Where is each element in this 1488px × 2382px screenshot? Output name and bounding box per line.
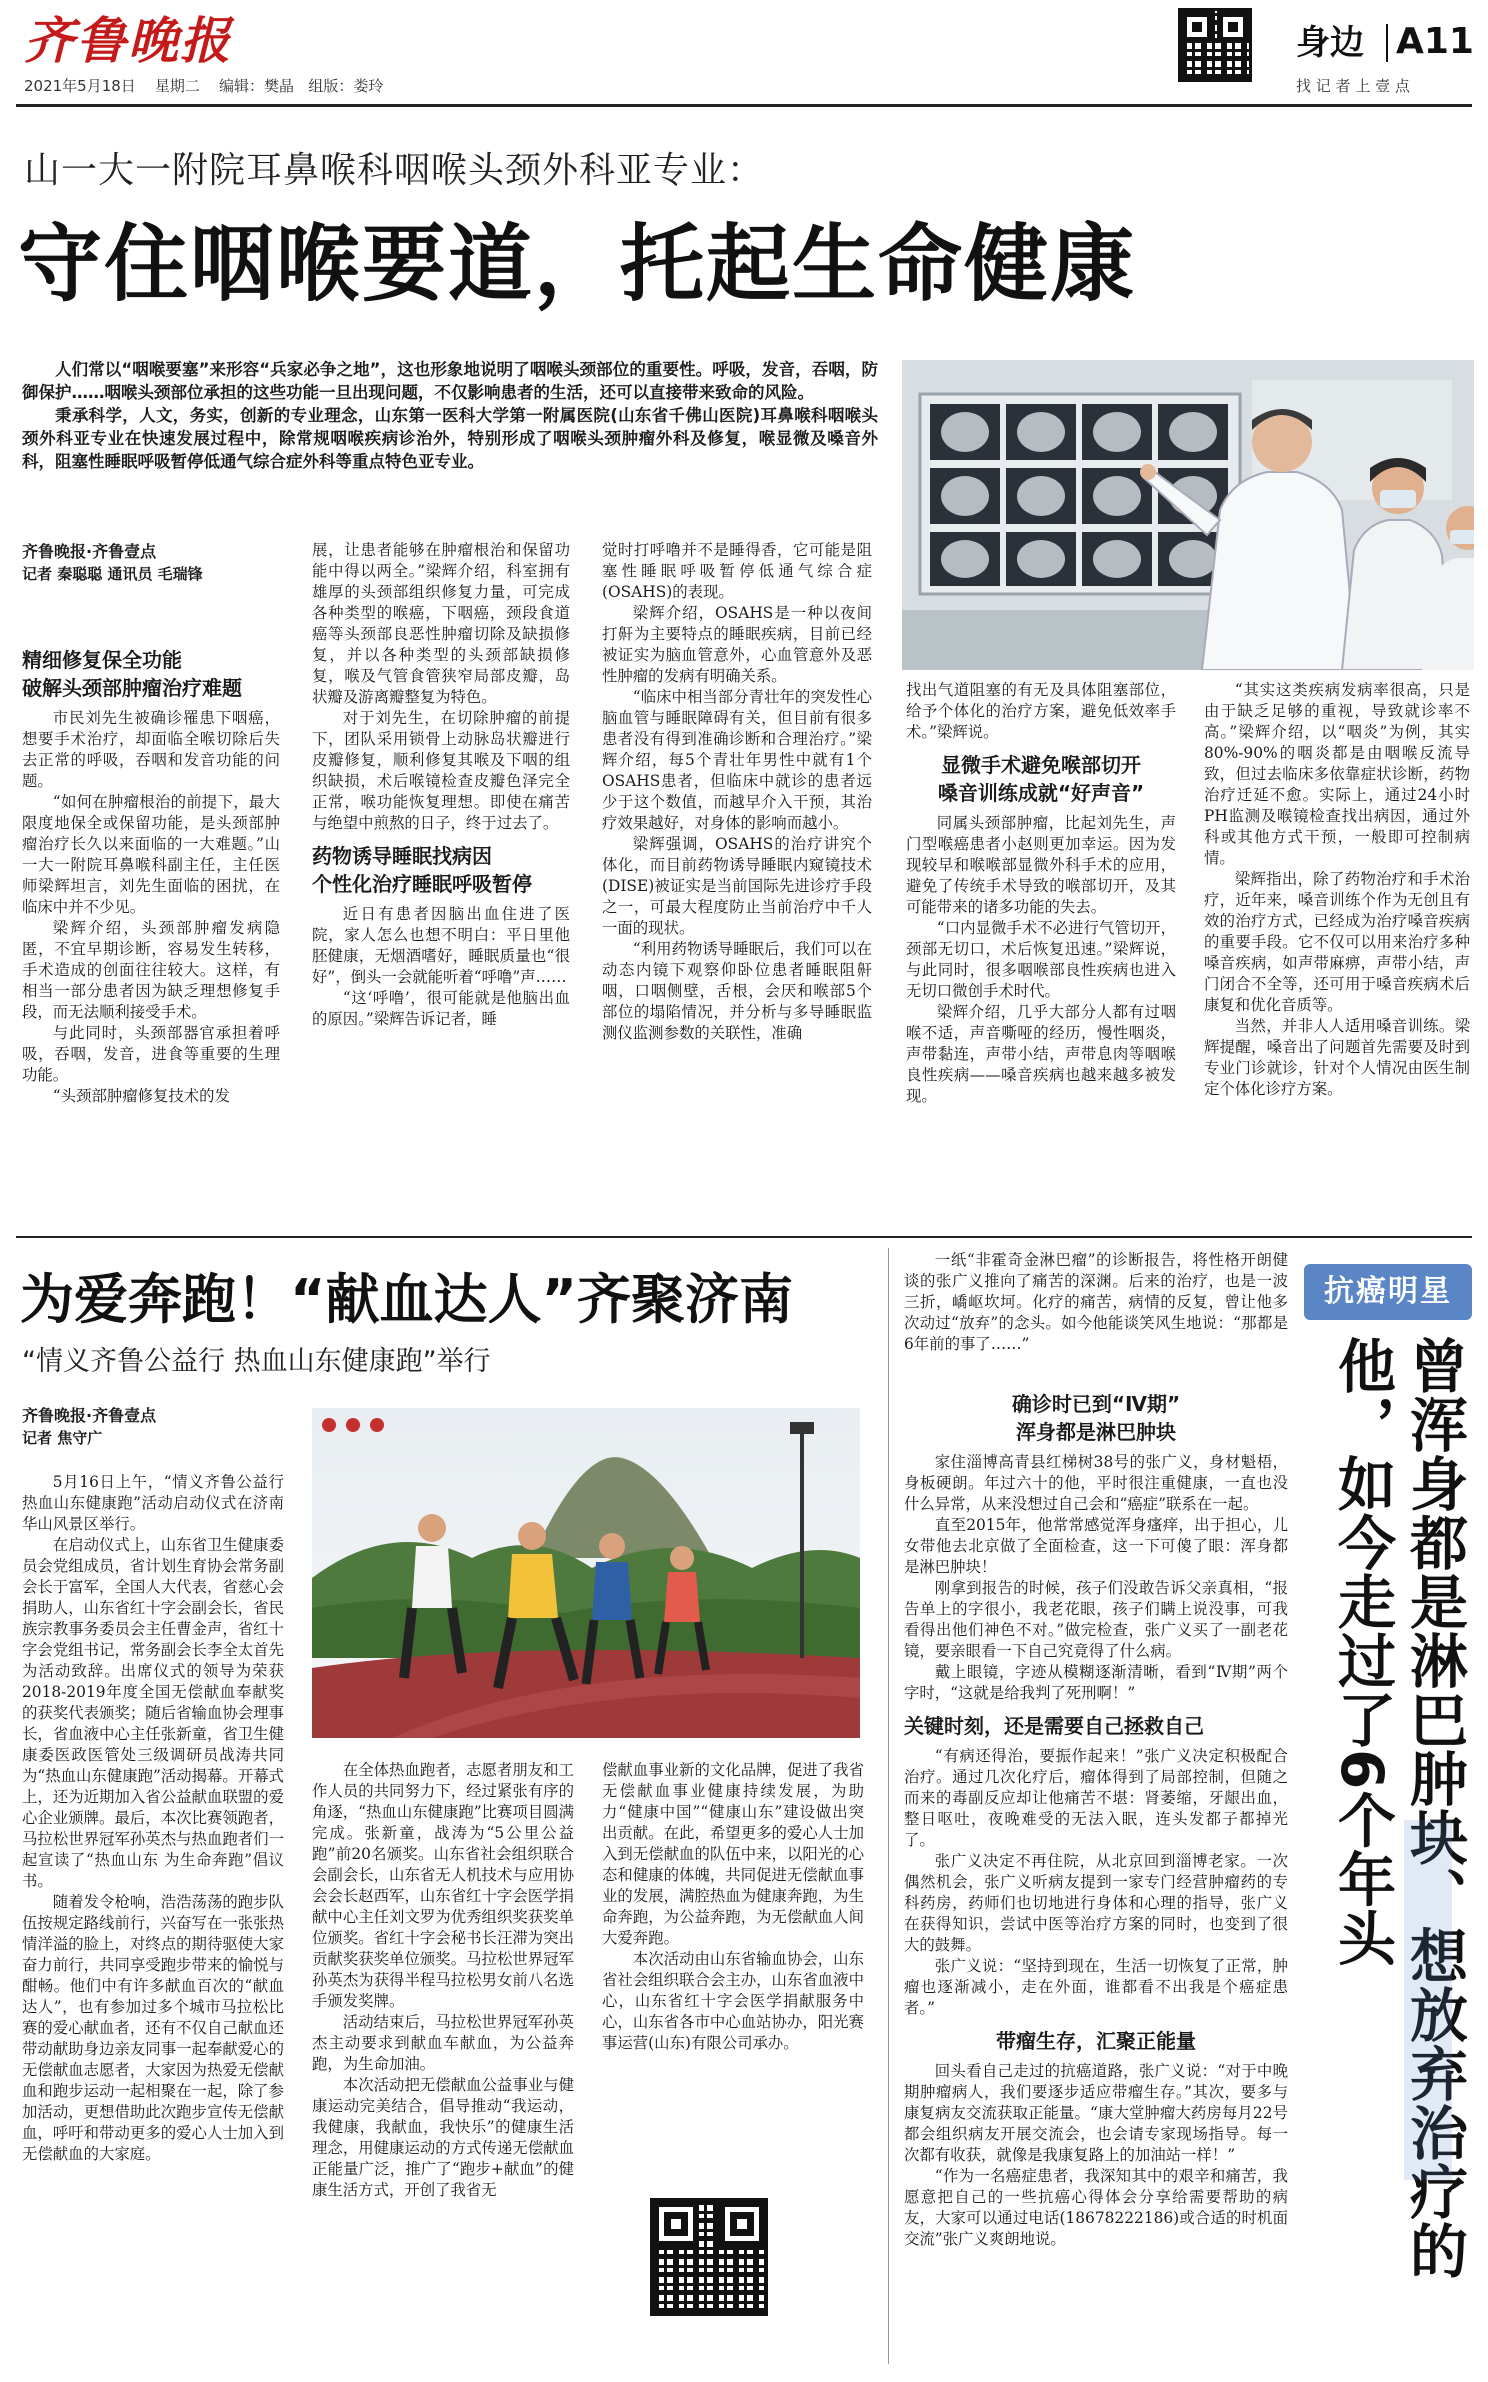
story3-column-tag [1304, 1264, 1472, 1320]
masthead-rule [16, 104, 1472, 107]
story3-para-1: 家住淄博高青县红梯树38号的张广义，身材魁梧，身板硬朗。年过六十的他，平时很注重健康，一直也没什么异常，从来没想过自己会和“癌症”联系在一起。 [904, 1453, 1288, 1513]
story2-col1-para-2: 在启动仪式上，山东省卫生健康委员会党组成员，省计划生育协会常务副会长于富军，全国人大代表，省慈心会捐助人，山东省红十字会副会长，省民族宗教事务委员会主任曹金声，省红十字会党组书记，常务副会长李全太首先为活动致辞。出席仪式的领导为荣获2018-2019年度全国无偿献血奉献奖的获奖代表颁奖；随后省输血协会理事长，省血液中心主任张新童，省卫生健康委医政医管处三级调研员战涛共同为“热血山东健康跑”活动揭幕。开幕式上，还为近期加入省公益献血联盟的爱心企业颁牌。最后，本次比赛领跑者，马拉松世界冠军孙英杰与热血跑者们一起宣读了“热血山东 为生命奔跑”倡议书。 [22, 1536, 284, 1890]
story3-para-3: 刚拿到报告的时候，孩子们没敢告诉父亲真相，“报告单上的字很小，我老花眼，孩子们瞒上说没事，可我看得出他们神色不对。”做完检查，张广义买了一副老花镜，要亲眼看一下自己究竟得了什么病。 [904, 1579, 1288, 1660]
story1-lead-para-2: 秉承科学，人文，务实，创新的专业理念，山东第一医科大学第一附属医院(山东省千佛山医院)耳鼻喉科咽喉头颈外科亚专业在快速发展过程中，除常规咽喉疾病诊治外，特别形成了咽喉头颈肿瘤外科及修复，喉显微及嗓音外科，阻塞性睡眠呼吸暂停低通气综合症外科等重点特色亚专业。 [22, 406, 878, 471]
story1-col3-para-2: 梁辉介绍，OSAHS是一种以夜间打鼾为主要特点的睡眠疾病，目前已经被证实为脑血管意外，心血管意外及恶性肿瘤的发病有明确关系。 [602, 604, 872, 685]
story2-qr-code [650, 2198, 768, 2316]
newspaper-logo: 齐鲁晚报 [24, 11, 232, 70]
story1-column-5 [1204, 680, 1470, 1100]
masthead-info [24, 76, 383, 96]
masthead-qr-code [1178, 8, 1252, 82]
story1-lead [22, 358, 878, 473]
story3-subhead-1: 确诊时已到“Ⅳ期” 浑身都是淋巴肿块 [1011, 1392, 1181, 1444]
story1-col3-para-1: 觉时打呼噜并不是睡得香，它可能是阻塞性睡眠呼吸暂停低通气综合症(OSAHS)的表现。 [602, 541, 872, 601]
story2-col2-para-2: 活动结束后，马拉松世界冠军孙英杰主动要求到献血车献血，为公益奔跑，为生命加油。 [312, 2013, 574, 2073]
story1-column-1 [22, 646, 280, 1107]
story1-col1-para-3: 梁辉介绍，头颈部肿瘤发病隐匿，不宜早期诊断，容易发生转移，手术造成的创面往往较大。这样，有相当一部分患者因为缺乏理想修复手段，而无法顺利接受手术。 [22, 919, 280, 1021]
story3-headline: 曾浑身都是淋巴肿块、想放弃治疗的他，如今走过了6个年头 [1328, 1336, 1468, 2280]
story2-col2-para-1: 在全体热血跑者，志愿者朋友和工作人员的共同努力下，经过紧张有序的角逐，“热血山东健康跑”比赛项目圆满完成。张新童，战涛为“5公里公益跑”前20名颁奖。山东省社会组织联合会副会长，山东省无人机技术与应用协会会长赵西军，山东省红十字会医学捐献中心主任刘文罗为优秀组织奖获奖单位颁奖。省红十字会秘书长汪滞为突出贡献奖获奖单位颁奖。马拉松世界冠军孙英杰为获得半程马拉松男女前八名选手颁发奖牌。 [312, 1761, 574, 2010]
story1-subhead-1: 精细修复保全功能 破解头颈部肿瘤治疗难题 [22, 648, 242, 700]
story1-col3-para-5: “利用药物诱导睡眠后，我们可以在动态内镜下观察仰卧位患者睡眠阻鼾咽，口咽侧壁，舌根，会厌和喉部5个部位的塌陷情况，并分析与多导睡眠监测仪监测参数的关联性，准确 [602, 940, 872, 1042]
story1-col4-para-1: 找出气道阻塞的有无及具体阻塞部位，给予个体化的治疗方案，避免低效率手术。”梁辉说。 [906, 681, 1176, 741]
story1-byline [22, 540, 282, 586]
page-number: A11 [1396, 21, 1474, 62]
story1-col3-para-3: “临床中相当部分青壮年的突发性心脑血管与睡眠障碍有关，但目前有很多患者没有得到准确诊断和合理治疗。”梁辉介绍，每5个青壮年男性中就有1个OSAHS患者，但临床中就诊的患者远少于这个数值，而越早介入干预，其治疗效果越好，对身体的影响而越小。 [602, 688, 872, 832]
story2-col3-para-2: 本次活动由山东省输血协会，山东省社会组织联合会主办，山东省血液中心，山东省红十字会医学捐献服务中心，山东省各市中心血站协办，阳光赛事运营(山东)有限公司承办。 [602, 1950, 864, 2052]
story2-col2-para-3: 本次活动把无偿献血公益事业与健康运动完美结合，倡导推动“我运动，我健康，我献血，我快乐”的健康生活理念，用健康运动的方式传递无偿献血正能量广泛，推广了“跑步+献血”的健康生活方式，开创了我省无 [312, 2076, 574, 2199]
story3-para-4: 戴上眼镜，字迹从模糊逐渐清晰，看到“Ⅳ期”两个字时，“这就是给我判了死刑啊！” [904, 1663, 1288, 1702]
story1-col5-para-2: 梁辉指出，除了药物治疗和手术治疗，近年来，嗓音训练个作为无创且有效的治疗方式，已经成为治疗嗓音疾病的重要手段。它不仅可以用来治疗多种嗓音疾病，如声带麻痹，声带小结，声门闭合不全等，还可用于嗓音疾病术后康复和优化音质等。 [1204, 870, 1470, 1014]
story2-byline-outlet: 齐鲁晚报·齐鲁壹点 [22, 1406, 157, 1425]
story1-col5-para-3: 当然，并非人人适用嗓音训练。梁辉提醒，嗓音出了问题首先需要及时到专业门诊就诊，针对个人情况由医生制定个体化诊疗方案。 [1204, 1017, 1470, 1098]
masthead-slogan: 找 记 者 上 壹 点 [1296, 77, 1410, 95]
story1-photo-doctors-reviewing-scans [902, 360, 1474, 670]
story3-headline-accent-bar [1404, 1820, 1452, 2180]
story1-subhead-2: 药物诱导睡眠找病因 个性化治疗睡眠呼吸暂停 [312, 844, 532, 896]
story2-byline-reporter: 记者 焦守广 [22, 1429, 103, 1447]
story1-col1-para-1: 市民刘先生被确诊罹患下咽癌，想要手术治疗，却面临全喉切除后失去正常的呼吸，吞咽和发音功能的问题。 [22, 709, 280, 790]
story1-kicker: 山一大一附院耳鼻喉科咽喉头颈外科亚专业： [24, 150, 765, 191]
layout-credit: 组版：娄玲 [308, 77, 384, 95]
story1-col4-para-2: 同属头颈部肿瘤，比起刘先生，声门型喉癌患者小赵则更加幸运。因为发现较早和喉喉部显微外科手术的应用，避免了传统手术导致的喉部切开，及其可能带来的诸多功能的失去。 [906, 814, 1176, 916]
story1-column-4 [906, 680, 1176, 1107]
story2-headline: 为爱奔跑！“献血达人”齐聚济南 [20, 1268, 793, 1331]
issue-weekday: 星期二 [154, 77, 200, 95]
story2-col1-para-3: 随着发令枪响，浩浩荡荡的跑步队伍按规定路线前行，兴奋写在一张张热情洋溢的脸上，对终点的期待驱使大家奋力前行，共同享受跑步带来的愉悦与酣畅。他们中有许多献血百次的“献血达人”，也有参加过多个城市马拉松比赛的爱心献血者，还有不仅自己献血还带动献助身边亲友同事一起奉献爱心的无偿献血志愿者，大家因为热爱无偿献血和跑步运动一起相聚在一起，除了参加活动，更想借助此次跑步宣传无偿献血，呼吁和带动更多的爱心人士加入到无偿献血的大家庭。 [22, 1893, 284, 2163]
story1-column-3 [602, 540, 872, 1044]
story1-col1-para-5: “头颈部肿瘤修复技术的发 [52, 1087, 230, 1105]
story3-para-2: 直至2015年，他常常感觉浑身瘙痒，出于担心，儿女带他去北京做了全面检查，这一下可傻了眼：浑身都是淋巴肿块！ [904, 1516, 1288, 1576]
story1-lead-para-1: 人们常以“咽喉要塞”来形容“兵家必争之地”，这也形象地说明了咽喉头颈部位的重要性。呼吸，发音，吞咽，防御保护……咽喉头颈部位承担的这些功能一旦出现问题，不仅影响患者的生活，还可以直接带来致命的风险。 [22, 360, 878, 402]
story1-col2-para-3: 近日有患者因脑出血住进了医院，家人怎么也想不明白：平日里他胚健康，无烟酒嗜好，睡眠质量也“很好”，倒头一会就能听着“呼噜”声…… [312, 905, 570, 986]
story3-intro-para: 一纸“非霍奇金淋巴瘤”的诊断报告，将性格开朗健谈的张广义推向了痛苦的深渊。后来的治疗，也是一波三折，嶠岖坎坷。化疗的痛苦，病情的反复，曾让他多次动过“放弃”的念头。如今他能谈笑风生地说：“那都是6年前的事了……” [904, 1251, 1288, 1353]
editor-credit: 编辑：樊晶 [218, 77, 294, 95]
story1-subhead-3: 显微手术避免喉部切开 嗓音训练成就“好声音” [937, 753, 1145, 805]
story1-headline: 守住咽喉要道，托起生命健康 [18, 215, 1137, 313]
story3-para-6: 张广义决定不再住院，从北京回到淄博老家。一次偶然机会，张广义听病友提到一家专门经营肿瘤药的专科药房，药师们也切地进行身体和心理的指导，张广义在获得知识，尝试中医等治疗方案的同时，也变到了很大的鼓舞。 [904, 1852, 1288, 1954]
story1-column-2 [312, 540, 570, 1030]
story2-column-3 [602, 1760, 864, 2054]
story1-col2-para-4: “这‘呼噜’，很可能就是他脑出血的原因。”梁辉告诉记者，睡 [312, 989, 570, 1028]
story1-col4-para-4: 梁辉介绍，几乎大部分人都有过咽喉不适，声音嘶哑的经历，慢性咽炎，声带黏连，声带小结，声带息肉等咽喉良性疾病——嗓音疾病也越来越多被发现。 [906, 1003, 1176, 1105]
story2-col3-para-1: 偿献血事业新的文化品牌，促进了我省无偿献血事业健康持续发展，为助力“健康中国”“健康山东”建设做出突出贡献。在此，希望更多的爱心人士加入到无偿献血的队伍中来，以阳光的心态和健康的体魄，共同促进无偿献血事业的发展，满腔热血为健康奔跑，为生命奔跑，为公益奔跑，为无偿献血人间大爱奔跑。 [602, 1761, 864, 1947]
section-name: 身边 [1296, 23, 1364, 63]
story3-para-8: 回头看自己走过的抗癌道路，张广义说：“对于中晚期肿瘤病人，我们要逐步适应带瘤生存。”其次，要多与康复病友交流获取正能量。“康大堂肿瘤大药房每月22号都会组织病友开展交流会，也会请专家现场指导。每一次都有收获，就像是我康复路上的加油站一样！” [904, 2062, 1288, 2164]
story1-col2-para-1: 展，让患者能够在肿瘤根治和保留功能中得以两全。”梁辉介绍，科室拥有雄厚的头颈部组织修复力量，可完成各种类型的喉癌，下咽癌，颈段食道癌等头颈部良恶性肿瘤切除及缺损修复，并以各种类型的头颈部缺损修复，喉及气管食管狭窄局部皮瓣，岛状瓣及游离瓣整复为特色。 [312, 541, 570, 706]
story3-intro [904, 1250, 1288, 1355]
issue-date: 2021年5月18日 [24, 77, 136, 95]
story1-col1-para-4: 与此同时，头颈部器官承担着呼吸，吞咽，发音，进食等重要的生理功能。 [22, 1024, 280, 1084]
story3-left-divider [888, 1248, 889, 2364]
story2-col1-para-1: 5月16日上午，“情义齐鲁公益行 热血山东健康跑”活动启动仪式在济南华山风景区举行。 [22, 1473, 284, 1533]
story1-col4-para-3: “口内显微手术不必进行气管切开，颈部无切口，术后恢复迅速。”梁辉说，与此同时，很多咽喉部良性疾病也进入无切口微创手术时代。 [906, 919, 1176, 1000]
story3-subhead-3: 带瘤生存，汇聚正能量 [996, 2029, 1196, 2053]
story1-col1-para-2: “如何在肿瘤根治的前提下，最大限度地保全或保留功能，是头颈部肿瘤治疗长久以来面临的一大难题。”山一大一附院耳鼻喉科副主任，主任医师梁辉坦言，刘先生面临的困扰，在临床中并不少见。 [22, 793, 280, 916]
section-divider [1386, 24, 1388, 62]
story3-column-tag-label: 抗癌明星 [1324, 1274, 1452, 1309]
story3-subhead-2: 关键时刻，还是需要自己拯救自己 [904, 1714, 1204, 1738]
story1-byline-reporters: 记者 秦聪聪 通讯员 毛瑞锋 [22, 565, 203, 583]
story2-byline [22, 1404, 282, 1450]
masthead [0, 0, 1488, 110]
story2-photo-runners [312, 1408, 860, 1738]
story1-col3-para-4: 梁辉强调，OSAHS的治疗讲究个体化，而目前药物诱导睡眠内窥镜技术(DISE)被证实是当前国际先进诊疗手段之一，可最大程度防止当前治疗中千人一面的现状。 [602, 835, 872, 937]
story3-para-7: 张广义说：“坚持到现在，生活一切恢复了正常，肿瘤也逐渐减小，走在外面，谁都看不出我是个癌症患者。” [904, 1957, 1288, 2017]
story2-column-1 [22, 1472, 284, 2165]
story1-col5-para-1: “其实这类疾病发病率很高，只是由于缺乏足够的重视，导致就诊率不高。”梁辉介绍，以“咽炎”为例，其实80%-90%的咽炎都是由咽喉反流导致，但过去临床多依靠症状诊断，药物治疗迁延不愈。实际上，通过24小时PH监测及喉镜检查找出病因，通过外科或其他方式干预，一般即可控制病情。 [1204, 681, 1470, 867]
story1-col2-para-2: 对于刘先生，在切除肿瘤的前提下，团队采用锁骨上动脉岛状瓣进行皮瓣修复，顺利修复其喉及下咽的组织缺损，术后喉镜检查皮瓣色泽完全正常，喉功能恢复理想。即使在痛苦与绝望中煎熬的日子，终于过去了。 [312, 709, 570, 832]
story-divider [16, 1236, 1472, 1238]
story3-body [904, 1384, 1288, 2250]
story2-subheadline: “情义齐鲁公益行 热血山东健康跑”举行 [22, 1346, 491, 1377]
story1-byline-outlet: 齐鲁晚报·齐鲁壹点 [22, 542, 157, 561]
story3-para-9: “作为一名癌症患者，我深知其中的艰辛和痛苦，我愿意把自己的一些抗癌心得体会分享给需要帮助的病友，大家可以通过电话(18678222186)或合适的时机面交流”张广义爽朗地说。 [904, 2167, 1288, 2248]
story3-para-5: “有病还得治，要振作起来！”张广义决定积极配合治疗。通过几次化疗后，瘤体得到了局部控制，但随之而来的毒副反应却让他痛苦不堪：肾萎缩，牙龈出血，整日呕吐，夜晚难受的无法入眠，连头发都子都掉光了。 [904, 1747, 1288, 1849]
story2-column-2 [312, 1760, 574, 2201]
